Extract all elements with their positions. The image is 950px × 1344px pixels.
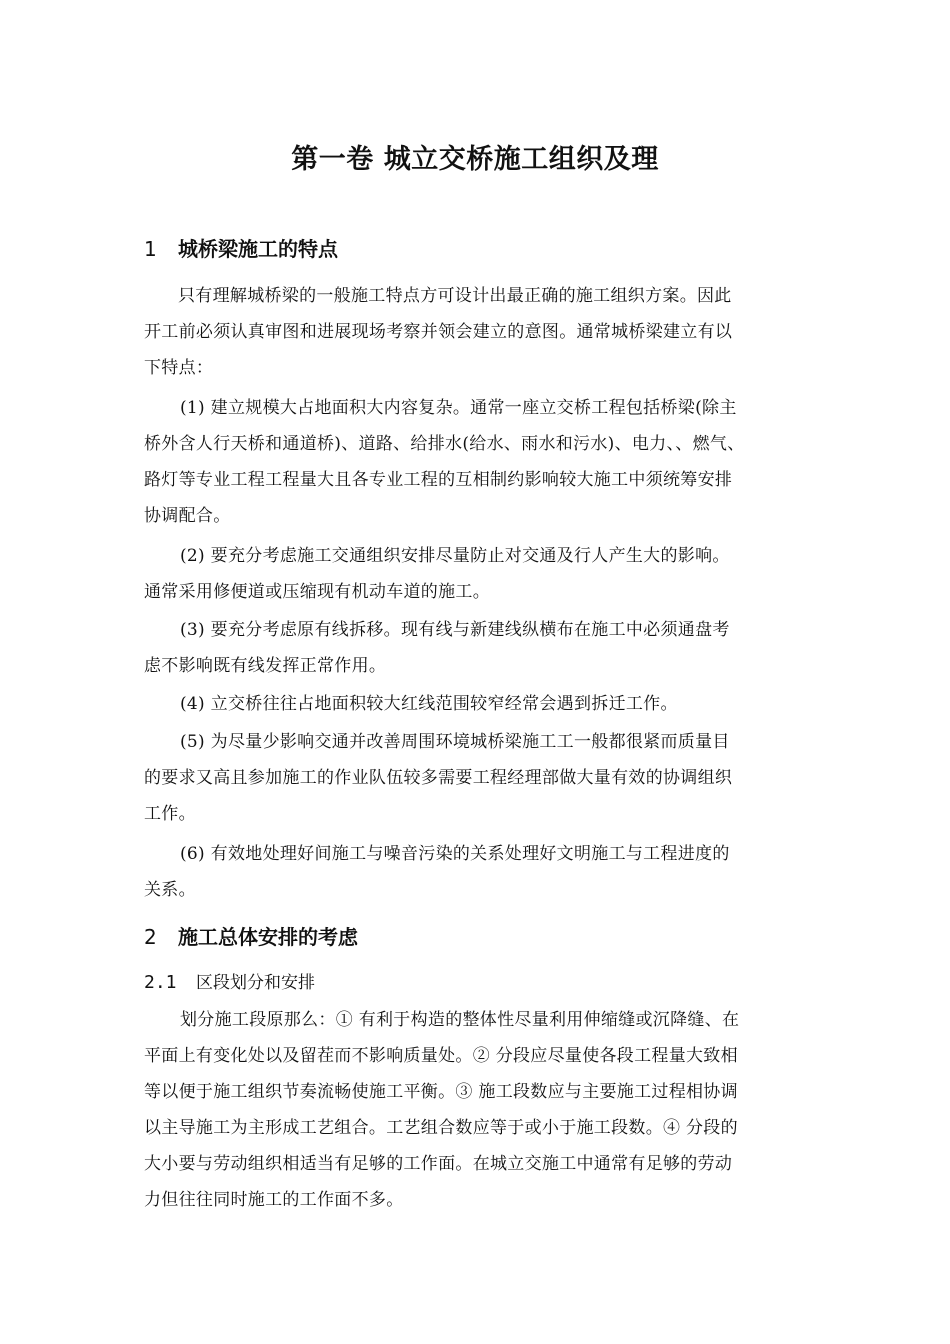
text-line: 通常采用修便道或压缩现有机动车道的施工。 <box>144 582 490 602</box>
section-number: 1 <box>144 237 157 261</box>
text-line: 大小要与劳动组织相适当有足够的工作面。在城立交施工中通常有足够的劳动 <box>144 1154 733 1174</box>
text-line: 路灯等专业工程工程量大且各专业工程的互相制约影响较大施工中须统筹安排 <box>144 470 733 490</box>
section-1-heading <box>144 234 338 264</box>
paragraph-item-1 <box>144 390 824 534</box>
paragraph-item-6 <box>144 836 824 908</box>
text-line: 关系。 <box>144 880 196 900</box>
subsection-title: 区段划分和安排 <box>196 973 315 993</box>
text-line: (5) 为尽量少影响交通并改善周围环境城桥梁施工工一般都很紧而质量目 <box>180 732 730 752</box>
paragraph-item-5 <box>144 724 824 832</box>
section-title: 施工总体安排的考虑 <box>178 925 358 949</box>
paragraph-item-4 <box>144 686 824 722</box>
text-line: 力但往往同时施工的工作面不多。 <box>144 1190 404 1210</box>
text-line: 协调配合。 <box>144 506 231 526</box>
text-line: 等以便于施工组织节奏流畅使施工平衡。③ 施工段数应与主要施工过程相协调 <box>144 1082 738 1102</box>
subsection-number: 2.1 <box>144 972 177 993</box>
section-title: 城桥梁施工的特点 <box>178 237 338 261</box>
text-line: (1) 建立规模大占地面积大内容复杂。通常一座立交桥工程包括桥梁(除主 <box>180 398 737 418</box>
text-line: (2) 要充分考虑施工交通组织安排尽量防止对交通及行人产生大的影响。 <box>180 546 730 566</box>
paragraph-item-2 <box>144 538 824 610</box>
text-line: 下特点： <box>144 358 214 378</box>
subsection-2-1-heading <box>144 968 315 998</box>
paragraph-2-1 <box>144 1002 824 1218</box>
text-line: 开工前必须认真审图和进展现场考察并领会建立的意图。通常城桥梁建立有以 <box>144 322 733 342</box>
section-number: 2 <box>144 925 157 949</box>
text-line: 桥外含人行天桥和通道桥)、道路、给排水(给水、雨水和污水)、电力、、燃气、 <box>144 434 745 454</box>
text-line: 划分施工段原那么：① 有利于构造的整体性尽量利用伸缩缝或沉降缝、在 <box>180 1010 740 1030</box>
text-line: 工作。 <box>144 804 196 824</box>
text-line: 以主导施工为主形成工艺组合。工艺组合数应等于或小于施工段数。④ 分段的 <box>144 1118 738 1138</box>
document-title: 第一卷 城立交桥施工组织及理 <box>291 144 659 175</box>
text-line: 只有理解城桥梁的一般施工特点方可设计出最正确的施工组织方案。因此 <box>178 286 732 306</box>
text-line: 虑不影响既有线发挥正常作用。 <box>144 656 387 676</box>
text-line: (4) 立交桥往往占地面积较大红线范围较窄经常会遇到拆迁工作。 <box>180 694 678 714</box>
text-line: 的要求又高且参加施工的作业队伍较多需要工程经理部做大量有效的协调组织 <box>144 768 733 788</box>
section-2-heading <box>144 922 358 952</box>
paragraph-item-3 <box>144 612 824 684</box>
paragraph-intro <box>144 278 824 386</box>
text-line: 平面上有变化处以及留茬而不影响质量处。② 分段应尽量使各段工程量大致相 <box>144 1046 738 1066</box>
text-line: (6) 有效地处理好间施工与噪音污染的关系处理好文明施工与工程进度的 <box>180 844 730 864</box>
text-line: (3) 要充分考虑原有线拆移。现有线与新建线纵横布在施工中必须通盘考 <box>180 620 730 640</box>
